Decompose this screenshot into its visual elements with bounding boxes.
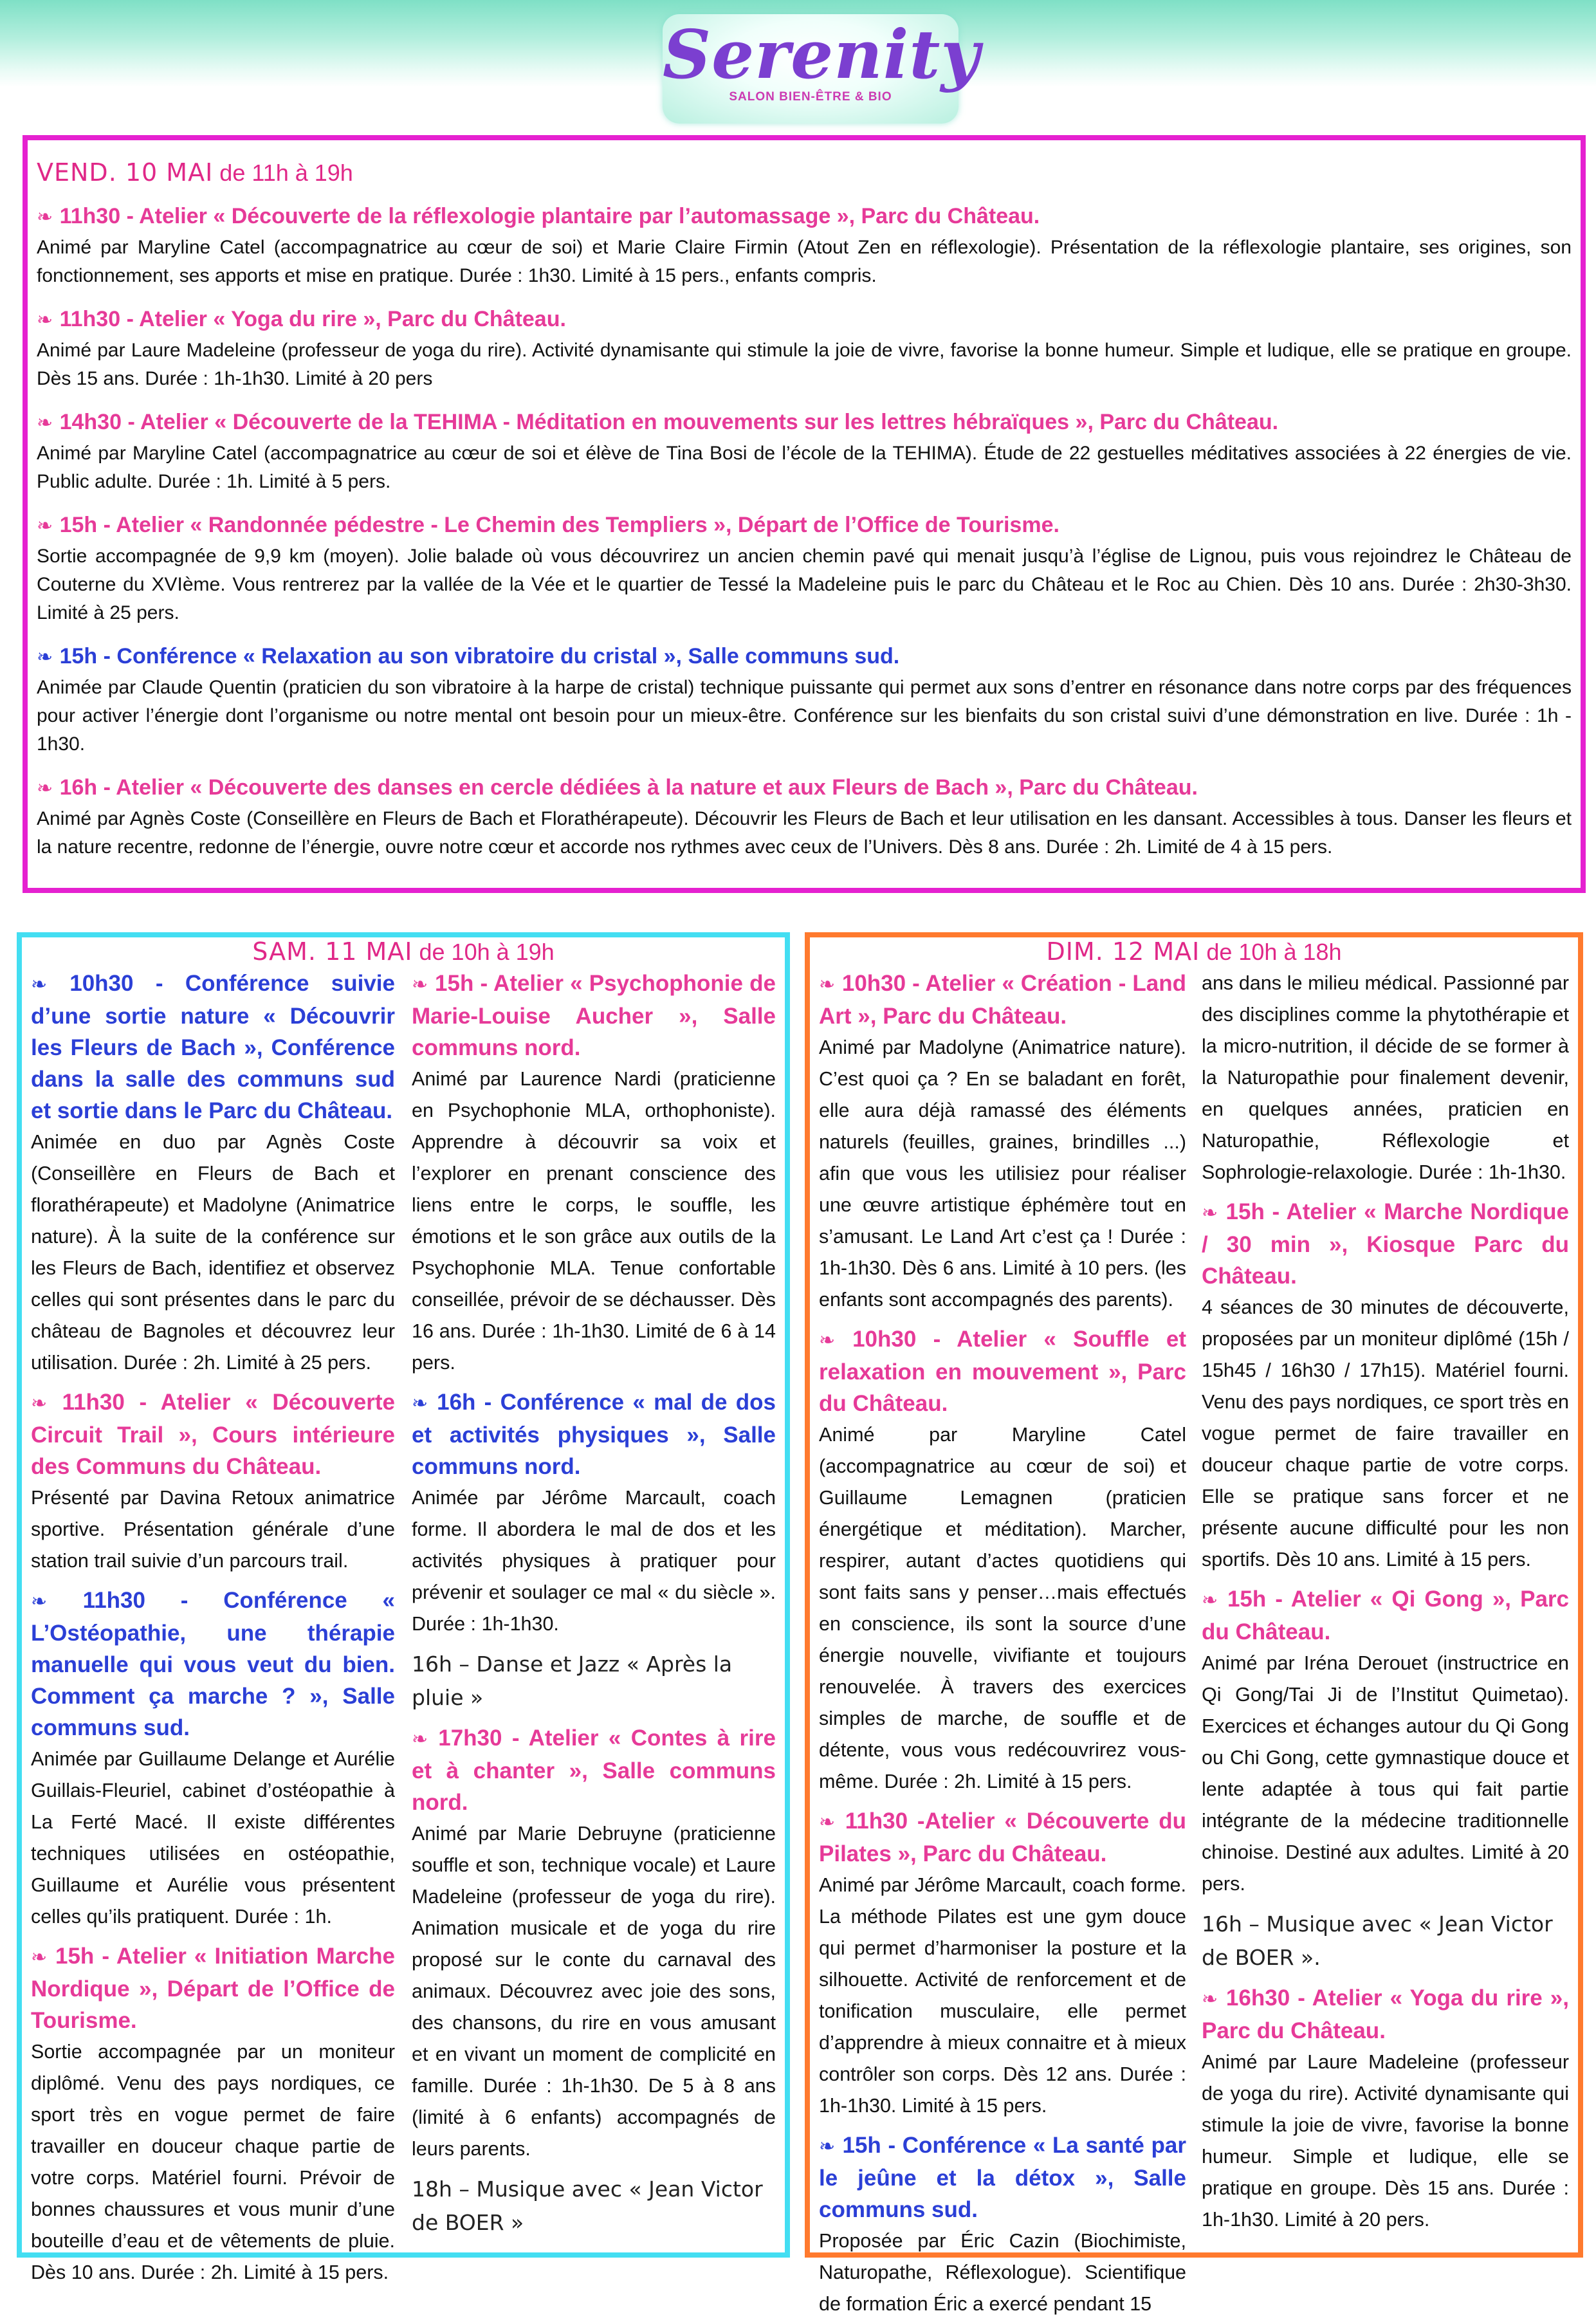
ornamental-leaf-icon: ❧ [819,973,842,996]
ornamental-leaf-icon: ❧ [37,777,60,800]
ornamental-leaf-icon: ❧ [819,1329,853,1352]
ornamental-leaf-icon: ❧ [819,2135,843,2158]
event-title [37,771,1572,805]
event-title-text: 16h30 - Atelier « Yoga du rire », Parc du Château. [1202,1985,1569,2043]
event-title-text: 15h - Conférence « La santé par le jeûne et la détox », Salle communs sud. [819,2133,1186,2222]
program-item [819,968,1186,1316]
day-hours: de 10h à 18h [1206,939,1342,965]
event-title-text: 16h - Conférence « mal de dos et activités physiques », Salle communs nord. [412,1390,776,1479]
event-title [819,1323,1186,1419]
event-title-text: 15h - Atelier « Initiation Marche Nordique », Départ de l’Office de Tourisme. [31,1944,395,2033]
event-description: Animé par Laurence Nardi (praticienne en Psychophonie MLA, orthophoniste). Apprendre à découvrir sa voix et l’explorer en prenant conscience des liens entre le corps, le souffle, les émotions et le son grâce aux outils de la Psychophonie MLA. Tenue confortable conseillée, prévoir de se déchausser. Dès 16 ans. Durée : 1h-1h30. Limité de 6 à 14 pers. [412,1068,776,1374]
event-title-text: 16h - Atelier « Découverte des danses en cercle dédiées à la nature et aux Fleurs de Bach », Parc du Château. [59,775,1198,800]
day-hours: de 10h à 19h [419,939,555,965]
event-description: Animé par Iréna Derouet (instructrice en Qi Gong/Tai Ji de l’Institut Quimetao). Exercices et échanges autour du Qi Gong ou Chi Gong, cette gymnastique douce et lente adaptée à tous qui fait partie intégrante de la médecine traditionnelle chinoise. Destiné aux adultes. Limité à 20 pers. [1202,1652,1569,1895]
event-description: Sortie accompagnée de 9,9 km (moyen). Jolie balade où vous découvrirez un ancien chemin pavé qui menait jusqu’à l’église de Lignou, puis vous rejoindrez le Château de Couterne du XVIème. Vous rentrerez par la vallée de la Vée et le quartier de Tessé la Madeleine puis le parc du Château et le Roc au Chien. Dès 10 ans. Durée : 2h30-3h30. Limité à 25 pers. [37,546,1572,623]
saturday-section [17,932,790,2283]
event-title [31,1386,395,1482]
event-title [412,968,776,1063]
event-description: Animé par Marie Debruyne (praticienne souffle et son, technique vocale) et Laure Madeleine (professeur de yoga du rire). Animation musicale et de yoga du rire proposé sur le conte du carnaval des animaux. Découvrez avec joie des sons, des chansons, du rire en vous amusant et en vivant un moment de complicité en famille. Durée : 1h-1h30. De 5 à 8 ans (limité à 6 enfants) accompagnés de leurs parents. [412,1823,776,2160]
serenity-logo [663,14,980,124]
logo-word: Serenity [663,15,980,94]
program-item [412,1648,776,1715]
program-item [37,200,1572,290]
program-item [31,1585,395,1933]
event-description: Animée en duo par Agnès Coste (Conseillère en Fleurs de Bach et florathérapeute) et Madolyne (Animatrice nature). À la suite de la conférence sur les Fleurs de Bach, identifiez et observez celles qui sont présentes dans le parc du château de Bagnoles et découvrez leur utilisation. Durée : 2h. Limité à 25 pers. [31,1131,395,1374]
event-title-text: 11h30 -Atelier « Découverte du Pilates », Parc du Château. [819,1809,1186,1866]
event-description: Animé par Maryline Catel (accompagnatrice au cœur de soi et élève de Tina Bosi de l’école de la TEHIMA). Étude de 22 gestuelles méditatives associées à 22 énergies de vie. Public adulte. Durée : 1h. Limité à 5 pers. [37,443,1572,492]
ornamental-leaf-icon: ❧ [31,973,70,996]
event-title [1202,1196,1569,1292]
friday-section [23,135,1586,893]
event-title-text: 17h30 - Atelier « Contes à rire et à chanter », Salle communs nord. [412,1726,776,1815]
event-description: Animé par Maryline Catel (accompagnatrice au cœur de soi) et Guillaume Lemagnen (praticien énergétique et méditation). Marcher, respirer, autant d’actes quotidiens qui sont faits sans y penser…mais effectués en conscience, ils sont la source d’une énergie nouvelle, vivifiante et toujours renouvelée. À travers des exercices simples de marche, de souffle et de détente, vous vous redécouvrirez vous-même. Durée : 2h. Limité à 15 pers. [819,1424,1186,1792]
ornamental-leaf-icon: ❧ [37,412,60,434]
event-title [37,200,1572,234]
ornamental-leaf-icon: ❧ [1202,1202,1226,1224]
ornamental-leaf-icon: ❧ [31,1946,55,1969]
program-item [1202,1908,1569,1975]
program-item [412,1386,776,1640]
ornamental-leaf-icon: ❧ [37,646,60,668]
event-description: Présenté par Davina Retoux animatrice sportive. Présentation générale d’une station trail suivie d’un parcours trail. [31,1487,395,1572]
program-item [1202,1196,1569,1576]
event-description: Animé par Laure Madeleine (professeur de yoga du rire). Activité dynamisante qui stimule la joie de vivre, favorise la bonne humeur. Simple et ludique, elle se pratique en groupe. Dès 15 ans. Durée : 1h-1h30. Limité à 20 pers. [1202,2051,1569,2231]
day-name: DIM. 12 MAI [1046,937,1200,966]
ornamental-leaf-icon: ❧ [1202,1589,1227,1612]
event-title [412,1722,776,1818]
event-title-text: 10h30 - Atelier « Souffle et relaxation en mouvement », Parc du Château. [819,1327,1186,1416]
event-title-text: 11h30 - Atelier « Découverte de la réflexologie plantaire par l’automassage », Parc du Château. [59,204,1040,228]
event-title-text: 11h30 - Atelier « Yoga du rire », Parc du Château. [59,307,566,331]
music-event: 18h – Musique avec « Jean Victor de BOER » [412,2177,763,2235]
event-title [819,1805,1186,1870]
ornamental-leaf-icon: ❧ [37,515,60,537]
program-item [412,968,776,1379]
ornamental-leaf-icon: ❧ [37,309,60,331]
event-title-text: 15h - Atelier « Qi Gong », Parc du Château. [1202,1587,1569,1644]
event-title-text: 15h - Atelier « Randonnée pédestre - Le Chemin des Templiers », Départ de l’Office de Tourisme. [59,513,1059,537]
sunday-column-2 [1194,968,1569,2320]
program-item [31,1386,395,1577]
music-event: 16h – Musique avec « Jean Victor de BOER ». [1202,1911,1553,1970]
program-item [31,968,395,1379]
event-title-text: 15h - Conférence « Relaxation au son vibratoire du cristal », Salle communs sud. [59,644,900,668]
event-description: 4 séances de 30 minutes de découverte, proposées par un moniteur diplômé (15h / 15h45 / 16h30 / 17h15). Matériel fourni. Venu des pays nordiques, ce sport très en vogue permet de faire travailler en douceur chaque partie de votre corps. Elle se pratique sans forcer et ne présente aucune difficulté pour les non sportifs. Dès 10 ans. Limité à 15 pers. [1202,1296,1569,1570]
sunday-section [805,932,1583,2315]
event-title-text: 15h - Atelier « Psychophonie de Marie-Louise Aucher », Salle communs nord. [412,971,776,1060]
ornamental-leaf-icon: ❧ [37,206,60,228]
ornamental-leaf-icon: ❧ [412,1728,439,1751]
ornamental-leaf-icon: ❧ [412,1392,437,1415]
sunday-columns [819,968,1569,2320]
event-description: Animée par Guillaume Delange et Aurélie Guillais-Fleuriel, cabinet d’ostéopathie à La Ferté Macé. Il existe différentes techniques utilisées en ostéopathie, Guillaume et Aurélie vous présentent celles qu’ils pratiquent. Durée : 1h. [31,1748,395,1928]
event-title [37,509,1572,542]
event-description: Animé par Jérôme Marcault, coach forme. La méthode Pilates est une gym douce qui permet d’harmoniser la posture et la silhouette. Activité de renforcement et de tonification musculaire, elle permet d’apprendre à mieux connaitre et à mieux contrôler son corps. Dès 12 ans. Durée : 1h-1h30. Limité à 15 pers. [819,1874,1186,2117]
program-item [819,1323,1186,1798]
event-description: Animé par Maryline Catel (accompagnatrice au cœur de soi) et Marie Claire Firmin (Atout Zen en réflexologie). Présentation de la réflexologie plantaire, ses origines, son fonctionnement, ses apports et mise en pratique. Durée : 1h30. Limité à 15 pers., enfants compris. [37,237,1572,286]
event-title [819,2130,1186,2225]
event-title-text: 10h30 - Conférence suivie d’une sortie nature « Découvrir les Fleurs de Bach », Conférence dans la salle des communs sud et sortie dans le Parc du Château. [31,971,395,1123]
sunday-heading [819,937,1569,966]
ornamental-leaf-icon: ❧ [819,1811,845,1834]
event-title-text: 15h - Atelier « Marche Nordique / 30 min », Kiosque Parc du Château. [1202,1199,1569,1289]
music-event: 16h – Danse et Jazz « Après la pluie » [412,1652,733,1710]
event-description: Animé par Laure Madeleine (professeur de yoga du rire). Activité dynamisante qui stimule la joie de vivre, favorise la bonne humeur. Simple et ludique, elle se pratique en groupe. Dès 15 ans. Durée : 1h-1h30. Limité à 20 pers [37,340,1572,389]
day-hours: de 11h à 19h [219,160,353,186]
program-item [1202,968,1569,1188]
ornamental-leaf-icon: ❧ [31,1392,62,1415]
event-title [1202,1982,1569,2047]
ornamental-leaf-icon: ❧ [31,1590,83,1613]
event-title [37,303,1572,336]
event-title [31,1940,395,2036]
event-description: Animée par Claude Quentin (praticien du son vibratoire à la harpe de cristal) technique puissante qui permet aux sons d’entrer en résonance dans notre corps par des fréquences pour activer l’énergie dont l’organisme ou notre mental ont besoin pour un mieux-être. Conférence sur les bienfaits du son cristal suivi d’une démonstration en live. Durée : 1h - 1h30. [37,677,1572,755]
program-item [1202,1982,1569,2236]
program-item [412,2173,776,2240]
program-item [37,406,1572,496]
day-name: VEND. 10 MAI [37,158,214,187]
event-title-text: 11h30 - Atelier « Découverte Circuit Trail », Cours intérieure des Communs du Château. [31,1390,395,1479]
ornamental-leaf-icon: ❧ [1202,1988,1226,2011]
program-item [412,1722,776,2165]
program-item [37,509,1572,627]
saturday-columns [31,968,776,2288]
saturday-heading [31,937,776,966]
event-description: Sortie accompagnée par un moniteur diplômé. Venu des pays nordiques, ce sport très en vogue permet de faire travailler en douceur chaque partie de votre corps. Matériel fourni. Prévoir de bonnes chaussures et vous munir d’une bouteille d’eau et de vêtements de pluie. Dès 10 ans. Durée : 2h. Limité à 15 pers. [31,2041,395,2283]
friday-heading [37,158,1572,187]
event-description: Animé par Madolyne (Animatrice nature). C’est quoi ça ? En se baladant en forêt, elle aura déjà ramassé des éléments naturels (feuilles, graines, brindilles ...) afin que vous les utilisiez pour réaliser une œuvre artistique éphémère tout en s’amusant. Le Land Art c’est ça ! Durée : 1h-1h30. Dès 6 ans. Limité à 10 pers. (les enfants sont accompagnés des parents). [819,1036,1186,1311]
event-title [819,968,1186,1032]
saturday-column-2 [405,968,776,2288]
event-description: Proposée par Éric Cazin (Biochimiste, Naturopathe, Réflexologue). Scientifique de formation Éric a exercé pendant 15 [819,2230,1186,2315]
event-description: Animé par Agnès Coste (Conseillère en Fleurs de Bach et Florathérapeute). Découvrir les Fleurs de Bach et leur utilisation en les dansant. Accessibles à tous. Danser les fleurs et la nature recentre, redonne de l’énergie, ouvre notre cœur et accorde nos rythmes avec ceux de l’Univers. Dès 8 ans. Durée : 2h. Limité de 4 à 15 pers. [37,808,1572,858]
event-title [31,968,395,1127]
event-title-text: 14h30 - Atelier « Découverte de la TEHIMA - Méditation en mouvements sur les lettres hébraïques », Parc du Château. [59,410,1279,434]
program-item [37,771,1572,861]
friday-program [37,200,1572,861]
event-title [31,1585,395,1744]
program-item [31,1940,395,2288]
event-description: ans dans le milieu médical. Passionné par des disciplines comme la phytothérapie et la micro-nutrition, il décide de se former à la Naturopathie pour finalement devenir, en quelques années, praticien en Naturopathie, Réflexologie et Sophrologie-relaxologie. Durée : 1h-1h30. [1202,972,1569,1183]
logo-tagline: SALON BIEN-ÊTRE & BIO [729,90,892,104]
program-item [37,640,1572,759]
program-item [1202,1583,1569,1900]
ornamental-leaf-icon: ❧ [412,973,436,996]
program-item [37,303,1572,393]
event-title-text: 10h30 - Atelier « Création - Land Art », Parc du Château. [819,971,1187,1029]
day-name: SAM. 11 MAI [252,937,413,966]
event-title [412,1386,776,1482]
event-description: Animée par Jérôme Marcault, coach forme. Il abordera le mal de dos et les activités physiques à pratiquer pour prévenir et soulager ce mal « du siècle ». Durée : 1h-1h30. [412,1487,776,1635]
program-item [819,2130,1186,2320]
event-title [37,406,1572,439]
sunday-column-1 [819,968,1194,2320]
event-title [37,640,1572,674]
program-item [819,1805,1186,2122]
event-title-text: 11h30 - Conférence « L’Ostéopathie, une thérapie manuelle qui vous veut du bien. Comment ça marche ? », Salle communs sud. [31,1588,395,1740]
saturday-column-1 [31,968,405,2288]
event-title [1202,1583,1569,1648]
